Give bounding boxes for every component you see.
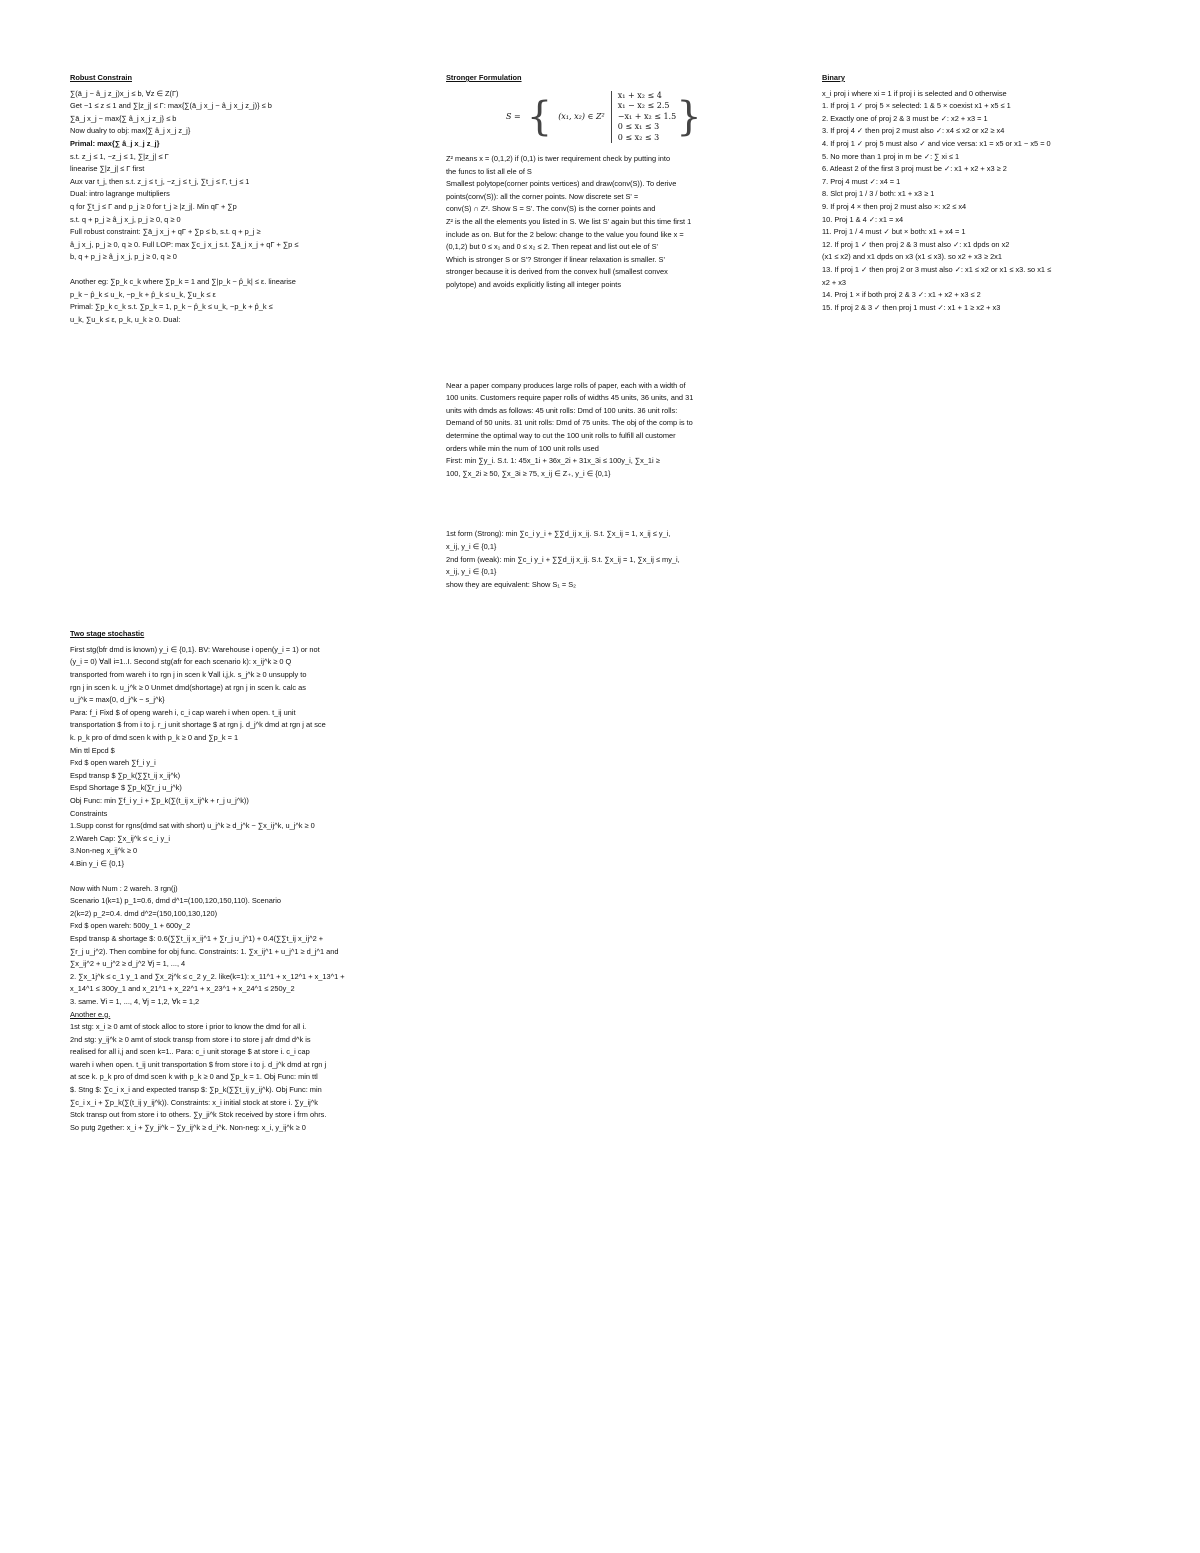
stronger-line: the funcs to list all ele of S [446, 166, 532, 176]
robust-line: ∑(ā_j − â_j z_j)x_j ≤ b, ∀z ∈ Z(Γ) [70, 88, 179, 98]
another-line: Primal: ∑p_k c_k s.t. ∑p_k = 1, p_k − p̂_k ≤ u_k, −p_k + p̂_k ≤ [70, 302, 273, 312]
robust-heading: Robust Constrain [70, 73, 132, 82]
robust-line: Primal: max{∑ â_j x_j z_j} [70, 138, 160, 148]
another-eg-line: $. Stng $: ∑c_i x_i and expected transp $: ∑p_k(∑∑t_ij y_ij^k). Obj Func: min [70, 1085, 322, 1095]
example-line: 2. ∑x_1j^k ≤ c_1 y_1 and ∑x_2j^k ≤ c_2 y_2. like(k=1): x_11^1 + x_12^1 + x_13^1 + [70, 971, 345, 981]
problem-line: orders while min the num of 100 unit rolls used [446, 443, 599, 453]
stronger-line: Z² is the all the elements you listed in S. We list S' again but this time first 1 [446, 217, 692, 227]
twostage-line: Espd transp $ ∑p_k(∑∑t_ij x_ij^k) [70, 770, 181, 780]
binary-line: 9. If proj 4 × then proj 2 must also ×: x2 ≤ x4 [822, 201, 967, 211]
forms-line: 1st form (Strong): min ∑c_i y_i + ∑∑d_ij x_ij. S.t. ∑x_ij = 1, x_ij ≤ y_i, [446, 529, 671, 539]
stronger-line: Smallest polytope(corner points vertices) and draw(conv(S)). To derive [446, 179, 677, 189]
twostage-line: k. p_k pro of dmd scen k with p_k ≥ 0 and ∑p_k = 1 [70, 733, 239, 743]
problem-line: First: min ∑y_i. S.t. 1: 45x_1i + 36x_2i + 31x_3i ≤ 100y_i, ∑x_1i ≥ [446, 456, 660, 466]
twostage-line: Para: f_i Fixd $ of openg wareh i, c_i cap wareh i when open. t_ij unit [70, 707, 296, 717]
stronger-line: stronger because it is derived from the convex hull (smallest convex [446, 267, 668, 277]
twostage-line: Obj Func: min ∑f_i y_i + ∑p_k(∑(t_ij x_ij^k + r_j u_j^k)) [70, 796, 249, 805]
another-line: Another eg: ∑p_k c_k where ∑p_k = 1 and ∑|p_k − p̂_k| ≤ ε. linearise [70, 276, 296, 286]
robust-line: Aux var t_j, then s.t. z_j ≤ t_j, −z_j ≤ t_j, ∑t_j ≤ Γ, t_j ≤ 1 [70, 176, 250, 186]
robust-line: ∑ā_j x_j − max{∑ â_j x_j z_j} ≤ b [70, 113, 177, 123]
another-eg-line: 1st stg: x_i ≥ 0 amt of stock alloc to store i prior to know the dmd for all i. [70, 1022, 307, 1032]
binary-line: 12. If proj 1 ✓ then proj 2 & 3 must also ✓: x1 dpds on x2 [822, 239, 1010, 249]
binary-line: (x1 ≤ x2) and x1 dpds on x3 (x1 ≤ x3). so x2 + x3 ≥ 2x1 [822, 252, 1002, 262]
another-eg-line: at sce k. p_k pro of dmd scen k with p_k ≥ 0 and ∑p_k = 1. Obj Func: min ttl [70, 1072, 318, 1082]
binary-line: 10. Proj 1 & 4 ✓: x1 = x4 [822, 214, 904, 224]
problem-line: Near a paper company produces large rolls of paper, each with a width of [446, 380, 686, 390]
twostage-line: 2.Wareh Cap: ∑x_ij^k ≤ c_i y_i [70, 833, 171, 843]
stronger-line: conv(S) ∩ Z². Show S = S'. The conv(S) is the corner points and [446, 204, 656, 214]
another-eg-line: 2nd stg: y_ij^k ≥ 0 amt of stock transp from store i to store j afr dmd d^k is [70, 1034, 311, 1044]
example-line: 2(k=2) p_2=0.4. dmd d^2=(150,100,130,120) [70, 908, 218, 918]
robust-line: s.t. z_j ≤ 1, −z_j ≤ 1, ∑|z_j| ≤ Γ [70, 151, 169, 161]
set-constraints [611, 91, 676, 144]
another-eg-line: wareh i when open. t_ij unit transportation $ from store i to j. d_j^k dmd at rgn j [70, 1059, 327, 1069]
forms-line: show they are equivalent: Show S₁ = S₂ [446, 579, 577, 589]
binary-line: 2. Exactly one of proj 2 & 3 must be ✓: x2 + x3 = 1 [822, 113, 988, 123]
twostage-line: Fxd $ open wareh ∑f_i y_i [70, 758, 156, 768]
set-constraint: x₁ + x₂ ≤ 4 [617, 90, 662, 100]
set-pair: (x₁, x₂) ∈ Z² [558, 111, 605, 121]
robust-line: Now dualry to obj: max{∑ â_j x_j z_j} [70, 126, 191, 136]
forms-line: x_ij, y_i ∈ {0,1} [446, 567, 497, 577]
example-line: x_14^1 ≤ 300y_1 and x_21^1 + x_22^1 + x_23^1 + x_24^1 ≤ 250y_2 [70, 984, 295, 994]
column-middle [446, 72, 756, 591]
binary-line: 11. Proj 1 / 4 must ✓ but × both: x1 + x4 = 1 [822, 227, 966, 237]
problem-line: 100, ∑x_2i ≥ 50, ∑x_3i ≥ 75, x_ij ∈ Z₊, y_i ∈ {0,1} [446, 468, 611, 478]
problem-line: Demand of 50 units. 31 unit rolls: Dmd of 75 units. The obj of the comp is to [446, 418, 693, 428]
binary-line: 8. Slct proj 1 / 3 / both: x1 + x3 ≥ 1 [822, 189, 935, 199]
set-definition [506, 91, 756, 144]
twostage-line: (y_i = 0) ∀all i=1..I. Second stg(afr for each scenario k): x_ij^k ≥ 0 Q [70, 657, 292, 667]
twostage-line: 4.Bin y_i ∈ {0,1} [70, 858, 125, 868]
forms-line: x_ij, y_i ∈ {0,1} [446, 541, 497, 551]
binary-line: 3. If proj 4 ✓ then proj 2 must also ✓: x4 ≤ x2 or x2 ≥ x4 [822, 126, 1005, 136]
stronger-heading: Stronger Formulation [446, 73, 522, 82]
twostage-line: u_j^k = max{0, d_j^k − s_j^k} [70, 695, 165, 705]
binary-heading: Binary [822, 73, 846, 82]
binary-line: 5. No more than 1 proj in m be ✓: ∑ xi ≤ 1 [822, 151, 960, 161]
another-eg-line: So putg 2gether: x_i + ∑y_ji^k − ∑y_ij^k ≥ d_i^k. Non-neg: x_i, y_ij^k ≥ 0 [70, 1122, 306, 1132]
example-line: 3. same. ∀i = 1, ..., 4, ∀j = 1,2, ∀k = 1,2 [70, 996, 200, 1006]
twostage-line: Min ttl Epcd $ [70, 745, 115, 755]
binary-line: 14. Proj 1 × if both proj 2 & 3 ✓: x1 + x2 + x3 ≤ 2 [822, 290, 981, 300]
set-constraint: 0 ≤ x₂ ≤ 3 [617, 132, 660, 142]
robust-line: s.t. q + p_j ≥ â_j x_j, p_j ≥ 0, q ≥ 0 [70, 214, 181, 224]
column-left [70, 72, 390, 1134]
robust-line: Full robust constraint: ∑ā_j x_j + qΓ + ∑p ≤ b, s.t. q + p_j ≥ [70, 227, 261, 237]
twostage-line: transportation $ from i to j. r_j unit shortage $ at rgn j. d_j^k dmd at rgn j at sce [70, 720, 326, 730]
twostage-line: rgn j in scen k. u_j^k ≥ 0 Unmet dmd(shortage) at rgn j in scen k. calc as [70, 682, 306, 692]
binary-line: x2 + x3 [822, 277, 847, 287]
example-line: ∑r_j u_j^2). Then combine for obj func. Constraints: 1. ∑x_ij^1 + u_j^1 ≥ d_j^1 and [70, 946, 339, 956]
left-brace-icon: { [526, 93, 553, 140]
robust-line: â_j x_j, p_j ≥ 0, q ≥ 0. Full LOP: max ∑c_j x_j s.t. ∑ā_j x_j + qΓ + ∑p ≤ [70, 239, 299, 249]
binary-line: 7. Proj 4 must ✓: x4 = 1 [822, 176, 901, 186]
twostage-line: First stg(bfr dmd is known) y_i ∈ {0,1}. BV: Warehouse i open(y_i = 1) or not [70, 644, 320, 654]
another-line: p_k − p̂_k ≤ u_k, −p_k + p̂_k ≤ u_k, ∑u_k ≤ ε [70, 289, 216, 299]
stronger-line: include as on. But for the 2 below: change to the value you found like x = [446, 229, 684, 239]
set-constraint: 0 ≤ x₁ ≤ 3 [617, 122, 660, 132]
robust-line: q for ∑t_j ≤ Γ and p_j ≥ 0 for t_j ≥ |z_j|. Min qΓ + ∑p [70, 201, 237, 211]
stronger-line: Z² means x = (0,1,2) if (0,1) is twer requirement check by putting into [446, 154, 671, 164]
example-line: ∑x_ij^2 + u_j^2 ≥ d_j^2 ∀j = 1, ..., 4 [70, 959, 186, 969]
example-line: Espd transp & shortage $: 0.6(∑∑t_ij x_ij^1 + ∑r_j u_j^1) + 0.4(∑∑t_ij x_ij^2 + [70, 933, 324, 943]
forms-line: 2nd form (weak): min ∑c_i y_i + ∑∑d_ij x_ij. S.t. ∑x_ij = 1, ∑x_ij ≤ my_i, [446, 554, 680, 564]
another-eg-line: ∑c_i x_i + ∑p_k(∑(t_ij y_ij^k)). Constraints: x_i initial stock at store i. ∑y_ij^k [70, 1097, 318, 1107]
another-eg-line: realised for all i,j and scen k=1.. Para: c_i unit storage $ at store i. c_i cap [70, 1047, 310, 1057]
stronger-line: polytope) and avoids explicitly listing all integer points [446, 280, 622, 290]
set-lhs: S = [506, 111, 521, 121]
set-constraint: −x₁ + x₂ ≤ 1.5 [617, 111, 677, 121]
another-line: u_k, ∑u_k ≤ ε, p_k, u_k ≥ 0. Dual: [70, 314, 181, 324]
robust-line: Get −1 ≤ z ≤ 1 and ∑|z_j| ≤ Γ: max{∑(ā_j x_j − â_j x_j z_j)} ≤ b [70, 101, 272, 111]
stronger-line: Which is stronger S or S'? Stronger if linear relaxation is smaller. S' [446, 254, 665, 264]
binary-line: 15. If proj 2 & 3 ✓ then proj 1 must ✓: x1 + 1 ≥ x2 + x3 [822, 302, 1001, 312]
binary-line: 6. Atleast 2 of the first 3 proj must be ✓: x1 + x2 + x3 ≥ 2 [822, 164, 1007, 174]
right-brace-icon: } [676, 93, 702, 140]
binary-line: x_i proj i where xi = 1 if proj i is selected and 0 otherwise [822, 88, 1007, 98]
robust-line: Dual: intro lagrange multipliers [70, 189, 170, 199]
robust-line: linearise ∑|z_j| ≤ Γ first [70, 164, 145, 174]
example-line: Scenario 1(k=1) p_1=0.6, dmd d^1=(100,120,150,110). Scenario [70, 896, 282, 906]
twostage-line: Espd Shortage $ ∑p_k(∑r_j u_j^k) [70, 783, 182, 793]
another-eg-heading: Another e.g. [70, 1009, 111, 1019]
problem-line: units with dmds as follows: 45 unit rolls: Dmd of 100 units. 36 unit rolls: [446, 405, 678, 415]
twostage-line: 1.Supp const for rgns(dmd sat with short) u_j^k ≥ d_j^k − ∑x_ij^k, u_j^k ≥ 0 [70, 821, 315, 831]
twostage-line: 3.Non-neg x_ij^k ≥ 0 [70, 846, 138, 856]
binary-line: 13. If proj 1 ✓ then proj 2 or 3 must also ✓: x1 ≤ x2 or x1 ≤ x3. so x1 ≤ [822, 264, 1052, 274]
twostage-line: Constraints [70, 808, 108, 818]
another-eg-line: Stck transp out from store i to others. ∑y_ji^k Stck received by store i frm ohrs. [70, 1110, 327, 1120]
twostage-heading: Two stage stochastic [70, 629, 145, 639]
example-line: Fxd $ open wareh: 500y_1 + 600y_2 [70, 921, 191, 931]
binary-line: 1. If proj 1 ✓ proj 5 × selected: 1 & 5 × coexist x1 + x5 ≤ 1 [822, 101, 1011, 111]
example-line: Now with Num : 2 wareh. 3 rgn(j) [70, 883, 178, 893]
binary-line: 4. If proj 1 ✓ proj 5 must also ✓ and vice versa: x1 = x5 or x1 − x5 = 0 [822, 138, 1051, 148]
robust-line: b, q + p_j ≥ â_j x_j, p_j ≥ 0, q ≥ 0 [70, 252, 177, 262]
twostage-line: transported from wareh i to rgn j in scen k ∀all i,j,k. s_j^k ≥ 0 unsupply to [70, 670, 307, 680]
stronger-line: (0,1,2) but 0 ≤ x₁ and 0 ≤ x₂ ≤ 2. Then repeat and list out ele of S' [446, 242, 658, 252]
stronger-line: points(conv(S)): all the corner points. Now discrete set S' = [446, 191, 639, 201]
problem-line: determine the optimal way to cut the 100 unit rolls to fulfill all customer [446, 431, 676, 440]
column-right [822, 72, 1152, 314]
set-constraint: x₁ − x₂ ≤ 2.5 [617, 101, 670, 111]
problem-line: 100 units. Customers require paper rolls of widths 45 units, 36 units, and 31 [446, 393, 694, 403]
